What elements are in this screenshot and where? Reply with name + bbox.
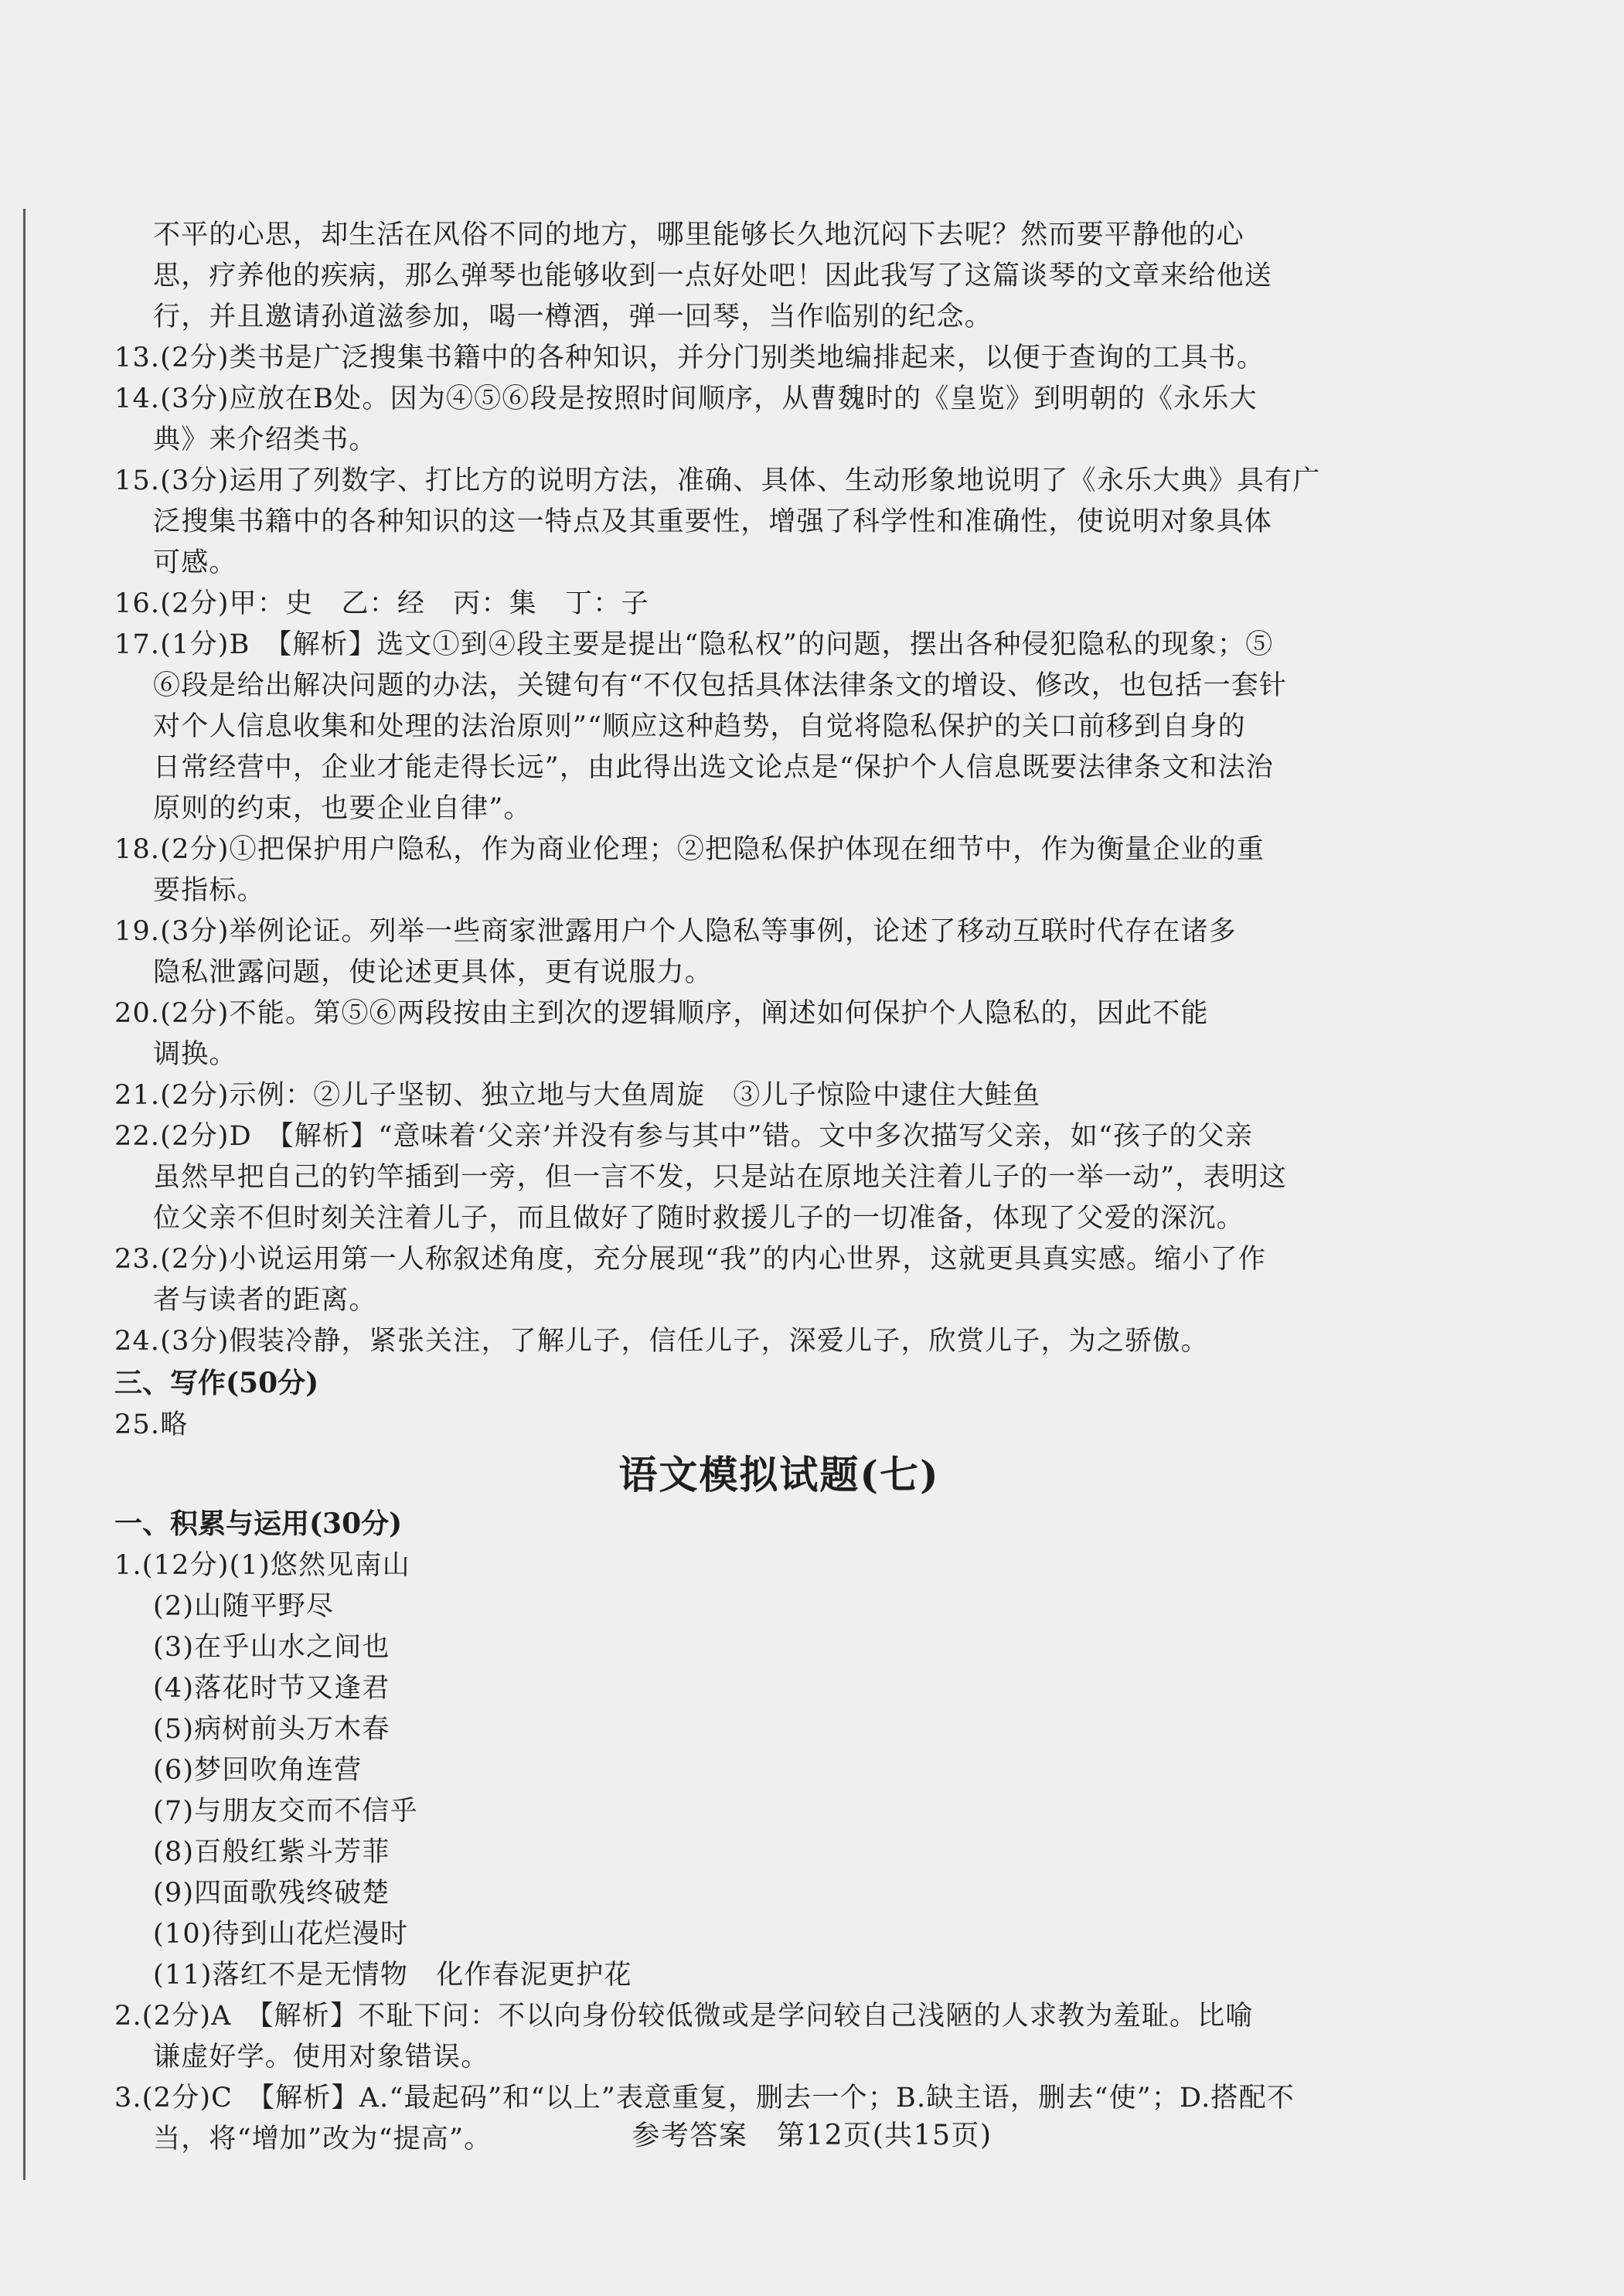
answer-text: (2分)C 【解析】A.“最起码”和“以上”表意重复，删去一个；B.缺主语，删去“使”；D.搭配不	[141, 2083, 1295, 2114]
answer-continuation-line	[114, 707, 1444, 748]
answer-1-item: (9)四面歌残终破楚	[153, 1878, 390, 1909]
answer-text: 典》来介绍类书。	[153, 424, 377, 455]
answer-number: 13.	[114, 342, 161, 373]
answer-first-line	[114, 1239, 1444, 1280]
answer-continuation-line	[114, 789, 1444, 829]
answer-continuation-line	[114, 870, 1444, 911]
answer-text: 对个人信息收集和处理的法治原则”“顺应这种趋势，自觉将隐私保护的关口前移到自身的	[153, 711, 1246, 742]
answer-key-content	[114, 215, 1444, 2160]
answer-number: 17.	[114, 629, 161, 660]
answer-item	[114, 584, 1444, 625]
answer-text: 泛搜集书籍中的各种知识的这一特点及其重要性，增强了科学性和准确性，使说明对象具体	[153, 506, 1273, 537]
answer-continuation-line	[114, 1198, 1444, 1239]
answer-continuation-line	[114, 748, 1444, 789]
answer-text: (2分)小说运用第一人称叙述角度，充分展现“我”的内心世界，这就更具真实感。缩小了作	[160, 1244, 1267, 1275]
answer-text: (1分)B 【解析】选文①到④段主要是提出“隐私权”的问题，摆出各种侵犯隐私的现象；⑤	[160, 629, 1274, 660]
answer-first-line	[114, 911, 1444, 952]
answer-continuation-line	[114, 666, 1444, 707]
answer-item	[114, 625, 1444, 829]
answer-text: 当，将“增加”改为“提高”。	[153, 2124, 492, 2155]
answer-25: 25.略	[114, 1409, 189, 1440]
text-line: 思，疗养他的疾病，那么弹琴也能够收到一点好处吧！因此我写了这篇谈琴的文章来给他送	[153, 261, 1273, 291]
answer-item	[114, 379, 1444, 461]
passage-translation-continuation	[114, 215, 1444, 338]
answer-first-line	[114, 1321, 1444, 1362]
answer-text: (2分)不能。第⑤⑥两段按由主到次的逻辑顺序，阐述如何保护个人隐私的，因此不能	[160, 998, 1209, 1029]
answer-1-first-line: 1.(12分)(1)悠然见南山	[114, 1550, 410, 1581]
answer-text: (3分)应放在B处。因为④⑤⑥段是按照时间顺序，从曹魏时的《皇览》到明朝的《永乐大	[160, 383, 1258, 414]
answer-text: (3分)举例论证。列举一些商家泄露用户个人隐私等事例，论述了移动互联时代存在诸多	[160, 916, 1237, 947]
answer-number: 21.	[114, 1080, 161, 1111]
answer-number: 19.	[114, 916, 161, 947]
answer-item	[114, 1116, 1444, 1239]
answer-text: 调换。	[153, 1039, 237, 1070]
answer-continuation-line	[114, 543, 1444, 584]
answer-text: 位父亲不但时刻关注着儿子，而且做好了随时救援儿子的一切准备，体现了父爱的深沉。	[153, 1203, 1244, 1234]
answer-1-item: (2)山随平野尽	[153, 1591, 335, 1622]
answer-text: 隐私泄露问题，使论述更具体，更有说服力。	[153, 957, 713, 988]
answer-text: 虽然早把自己的钓竿插到一旁，但一言不发，只是站在原地关注着儿子的一举一动”，表明这	[153, 1162, 1288, 1193]
answer-text: (2分)A 【解析】不耻下问：不以向身份较低微或是学问较自己浅陋的人求教为羞耻。比喻	[141, 2001, 1254, 2032]
answer-item	[114, 1239, 1444, 1321]
answer-item	[114, 829, 1444, 911]
answer-number: 22.	[114, 1121, 161, 1152]
answer-continuation-line	[114, 2037, 1444, 2078]
answer-1-item: (4)落花时节又逢君	[153, 1673, 390, 1704]
text-line: 行，并且邀请孙道滋参加，喝一樽酒，弹一回琴，当作临别的纪念。	[153, 301, 993, 332]
answer-first-line	[114, 379, 1444, 420]
answer-1-items	[114, 1586, 1444, 1996]
answer-text: 要指标。	[153, 875, 265, 906]
answer-1-item: (11)落红不是无情物 化作春泥更护花	[153, 1960, 632, 1991]
answer-text: ⑥段是给出解决问题的办法，关键句有“不仅包括具体法律条文的增设、修改，也包括一套针	[153, 670, 1288, 701]
answer-first-line	[114, 829, 1444, 870]
text-line: 不平的心思，却生活在风俗不同的地方，哪里能够长久地沉闷下去呢？然而要平静他的心	[153, 220, 1244, 250]
answer-continuation-line	[114, 1157, 1444, 1198]
answer-item	[114, 911, 1444, 993]
answer-first-line	[114, 338, 1444, 379]
answer-continuation-line	[114, 1034, 1444, 1075]
answer-item	[114, 993, 1444, 1075]
exam-title: 语文模拟试题(七)	[618, 1452, 940, 1497]
answer-first-line	[114, 993, 1444, 1034]
answer-number: 24.	[114, 1326, 161, 1357]
section-writing-heading: 三、写作(50分)	[114, 1367, 319, 1399]
answers-13-24	[114, 338, 1444, 1362]
answer-first-line	[114, 584, 1444, 625]
section-one-heading: 一、积累与运用(30分)	[114, 1507, 403, 1540]
answer-continuation-line	[114, 502, 1444, 543]
answer-number: 18.	[114, 834, 161, 865]
answer-first-line	[114, 1075, 1444, 1116]
answer-number: 23.	[114, 1244, 161, 1275]
answer-number: 2.	[114, 2001, 142, 2032]
answer-first-line	[114, 625, 1444, 666]
answer-number: 3.	[114, 2083, 142, 2114]
answer-number: 15.	[114, 465, 161, 496]
answer-item	[114, 1996, 1444, 2078]
answer-item	[114, 338, 1444, 379]
answer-first-line	[114, 1116, 1444, 1157]
answer-text: 可感。	[153, 547, 237, 578]
answer-number: 16.	[114, 588, 161, 619]
answer-text: (2分)D 【解析】“意味着‘父亲’并没有参与其中”错。文中多次描写父亲，如“孩子的父亲	[160, 1121, 1254, 1152]
answer-continuation-line	[114, 1280, 1444, 1321]
answer-item	[114, 461, 1444, 584]
answer-text: 谦虚好学。使用对象错误。	[153, 2042, 489, 2073]
answer-1-item: (7)与朋友交而不信乎	[153, 1796, 418, 1827]
binding-margin-line	[23, 209, 26, 2180]
answer-continuation-line	[114, 952, 1444, 993]
answer-text: (2分)①把保护用户隐私，作为商业伦理；②把隐私保护体现在细节中，作为衡量企业的重	[160, 834, 1265, 865]
answer-text: 者与读者的距离。	[153, 1285, 377, 1316]
answer-1-item: (10)待到山花烂漫时	[153, 1919, 409, 1950]
answer-text: 原则的约束，也要企业自律”。	[153, 793, 532, 824]
answer-first-line	[114, 1996, 1444, 2037]
answer-text: 日常经营中，企业才能走得长远”，由此得出选文论点是“保护个人信息既要法律条文和法治	[153, 752, 1274, 783]
answer-1-item: (6)梦回吹角连营	[153, 1755, 363, 1786]
answer-1-item: (3)在乎山水之间也	[153, 1632, 390, 1663]
page-footer: 参考答案 第12页(共15页)	[632, 2120, 992, 2151]
answer-text: (2分)示例：②儿子坚韧、独立地与大鱼周旋 ③儿子惊险中逮住大鲑鱼	[160, 1080, 1041, 1111]
answer-text: (2分)类书是广泛搜集书籍中的各种知识，并分门别类地编排起来，以便于查询的工具书。	[160, 342, 1265, 373]
answer-1-item: (5)病树前头万木春	[153, 1714, 390, 1745]
answer-first-line	[114, 461, 1444, 502]
answer-continuation-line	[114, 420, 1444, 461]
answer-text: (3分)运用了列数字、打比方的说明方法，准确、具体、生动形象地说明了《永乐大典》具有广	[160, 465, 1321, 496]
answer-text: (2分)甲：史 乙：经 丙：集 丁：子	[160, 588, 649, 619]
answer-text: (3分)假装冷静，紧张关注，了解儿子，信任儿子，深爱儿子，欣赏儿子，为之骄傲。	[160, 1326, 1209, 1357]
answer-number: 14.	[114, 383, 161, 414]
answer-1-item: (8)百般红紫斗芳菲	[153, 1837, 390, 1868]
answer-item	[114, 1321, 1444, 1362]
answer-item	[114, 1075, 1444, 1116]
answer-number: 20.	[114, 998, 161, 1029]
